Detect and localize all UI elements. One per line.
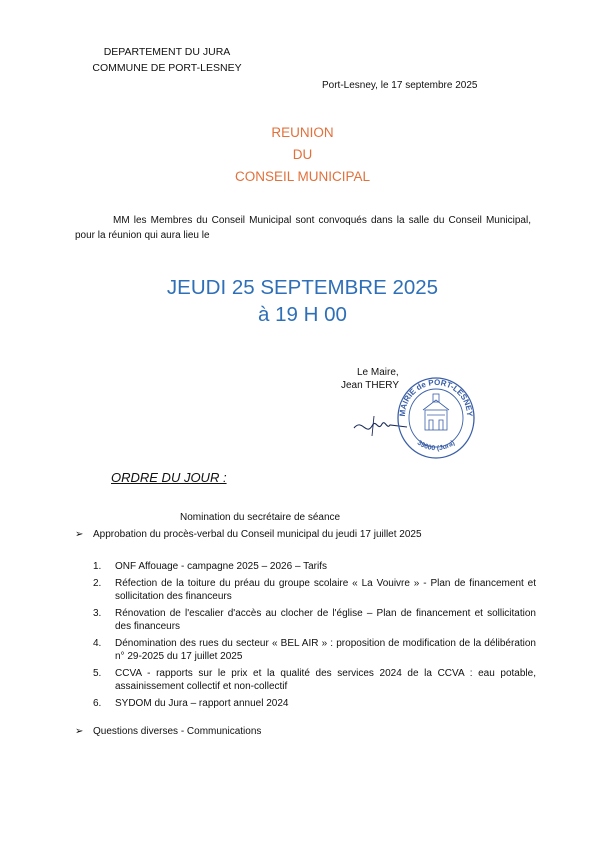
arrow-bullet-icon: ➢: [75, 529, 84, 540]
title-conseil: CONSEIL MUNICIPAL: [234, 169, 371, 184]
title-reunion: REUNION: [271, 125, 334, 140]
building-icon: [423, 394, 449, 430]
mairie-stamp: [393, 368, 479, 460]
agenda-item: [93, 577, 536, 604]
place-date: Port-Lesney, le 17 septembre 2025: [322, 80, 478, 91]
item-number: 2.: [93, 577, 102, 589]
meeting-time: à 19 H 00: [258, 303, 347, 326]
department-line: DEPARTEMENT DU JURA: [103, 46, 231, 58]
agenda-item: [93, 607, 536, 634]
stamp-bottom-text: 39600 (Jura): [415, 439, 457, 453]
mayor-name: Jean THERY: [341, 380, 399, 391]
meeting-date: JEUDI 25 SEPTEMBRE 2025: [166, 276, 439, 299]
arrow-bullet-icon: ➢: [75, 726, 84, 737]
item-number: 5.: [93, 667, 102, 679]
item-text: Rénovation de l'escalier d'accès au clocher de l'église – Plan de financement et sollicitation des financeurs: [115, 607, 536, 632]
item-text: ONF Affouage - campagne 2025 – 2026 – Tarifs: [115, 561, 327, 572]
item-number: 3.: [93, 607, 102, 619]
mayor-role: Le Maire,: [357, 367, 399, 378]
convocation-text: MM les Membres du Conseil Municipal sont convoqués dans la salle du Conseil Municipal, pour la réunion qui aura lieu le: [75, 215, 531, 241]
stamp-top-text: MAIRIE de PORT-LESNEY: [397, 377, 475, 417]
item-text: CCVA - rapports sur le prix et la qualité des services 2024 de la CCVA : eau potable, assainissement collectif et non-collectif: [115, 667, 536, 692]
approval-line: [75, 529, 422, 540]
agenda-item: [93, 697, 536, 711]
item-number: 4.: [93, 637, 102, 649]
item-number: 1.: [93, 561, 102, 572]
agenda-nomination: Nomination du secrétaire de séance: [180, 512, 341, 523]
title-du: DU: [292, 147, 313, 162]
questions-line: [75, 726, 261, 737]
agenda-list: [93, 560, 536, 713]
agenda-item: [93, 667, 536, 694]
item-text: SYDOM du Jura – rapport annuel 2024: [115, 697, 289, 709]
agenda-item: [93, 560, 536, 574]
questions-text: Questions diverses - Communications: [93, 726, 262, 737]
item-text: Réfection de la toiture du préau du groupe scolaire « La Vouivre » - Plan de financement et sollicitation des financeurs: [115, 577, 536, 602]
approval-text: Approbation du procès-verbal du Conseil municipal du jeudi 17 juillet 2025: [93, 529, 422, 540]
item-number: 6.: [93, 697, 102, 709]
item-text: Dénomination des rues du secteur « BEL AIR » : proposition de modification de la délibération n° 29-2025 du 17 juillet 2025: [115, 637, 536, 662]
agenda-heading: ORDRE DU JOUR :: [111, 470, 227, 485]
agenda-item: [93, 637, 536, 664]
commune-line: COMMUNE DE PORT-LESNEY: [92, 62, 242, 74]
